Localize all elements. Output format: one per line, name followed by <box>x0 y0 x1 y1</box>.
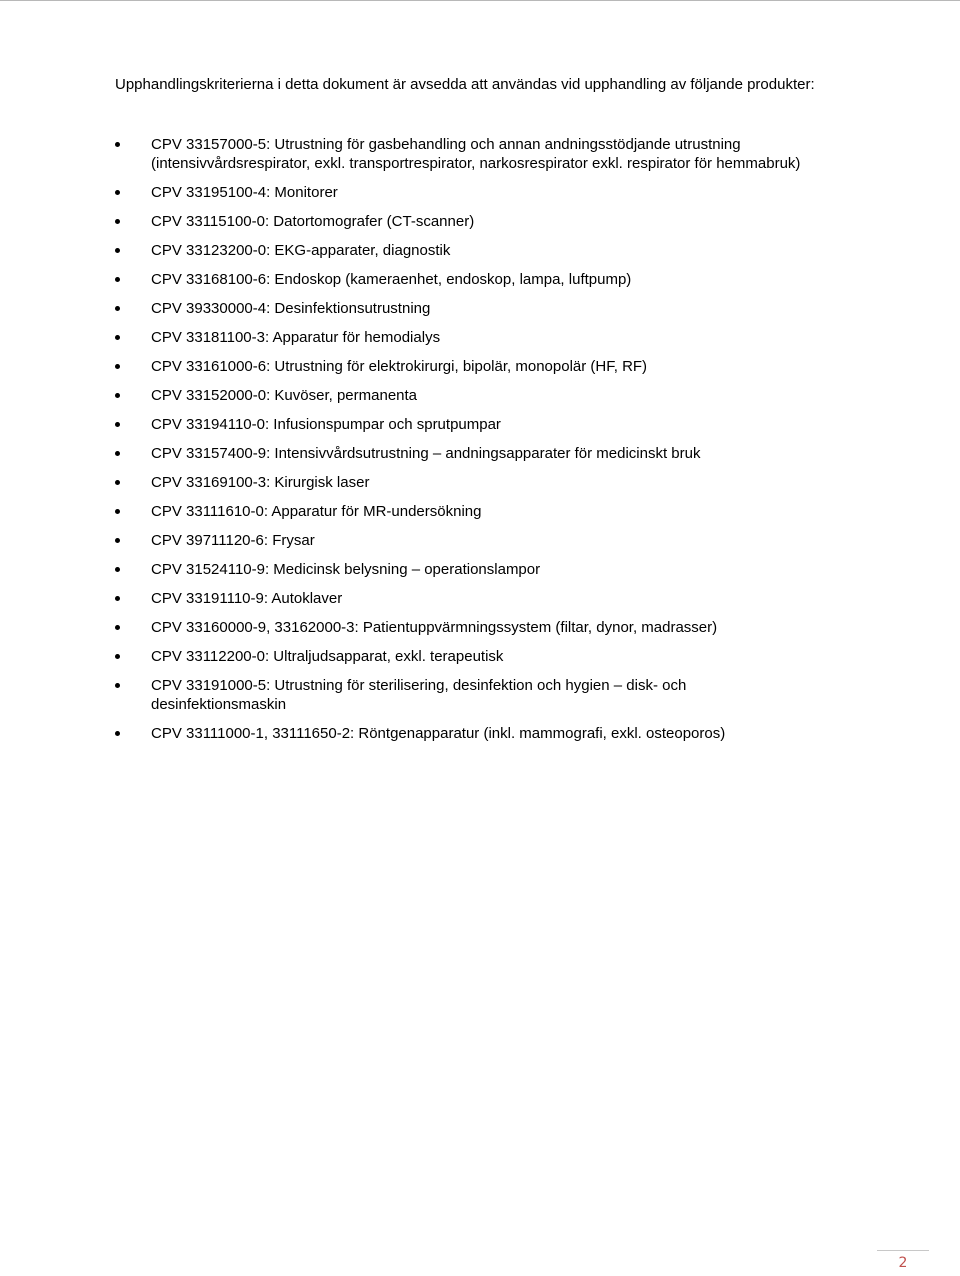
top-border <box>0 0 960 1</box>
list-item <box>115 676 815 714</box>
list-item-text: CPV 33157000-5: Utrustning för gasbehandling och annan andningsstödjande utrustning (intensivvårdsrespirator, exkl. transportrespirator, narkosrespirator exkl. respirator för hemmabruk) <box>151 136 801 172</box>
footer-rule <box>877 1250 929 1251</box>
list-item-text: CPV 31524110-9: Medicinsk belysning – operationslampor <box>151 561 541 578</box>
bullet-icon <box>115 451 120 456</box>
bullet-icon <box>115 731 120 736</box>
list-item-text: CPV 33191110-9: Autoklaver <box>151 590 343 607</box>
list-item <box>115 724 815 743</box>
list-item <box>115 212 815 231</box>
bullet-icon <box>115 335 120 340</box>
list-item <box>115 647 815 666</box>
list-item-text: CPV 33161000-6: Utrustning för elektrokirurgi, bipolär, monopolär (HF, RF) <box>151 358 648 375</box>
list-item-text: CPV 39330000-4: Desinfektionsutrustning <box>151 300 431 317</box>
bullet-icon <box>115 596 120 601</box>
bullet-icon <box>115 306 120 311</box>
list-item-text: CPV 33195100-4: Monitorer <box>151 184 338 201</box>
bullet-icon <box>115 654 120 659</box>
list-item <box>115 270 815 289</box>
list-item-text: CPV 33194110-0: Infusionspumpar och sprutpumpar <box>151 416 501 433</box>
list-item <box>115 183 815 202</box>
list-item-text: CPV 33123200-0: EKG-apparater, diagnostik <box>151 242 451 259</box>
list-item-text: CPV 33111610-0: Apparatur för MR-undersökning <box>151 503 482 520</box>
list-item-text: CPV 33111000-1, 33111650-2: Röntgenapparatur (inkl. mammografi, exkl. osteoporos) <box>151 725 726 742</box>
list-item <box>115 618 815 637</box>
list-item-text: CPV 33152000-0: Kuvöser, permanenta <box>151 387 418 404</box>
list-item-text: CPV 33157400-9: Intensivvårdsutrustning – andningsapparater för medicinskt bruk <box>151 445 701 462</box>
list-item-text: CPV 33169100-3: Kirurgisk laser <box>151 474 370 491</box>
list-item-text: CPV 33191000-5: Utrustning för sterilisering, desinfektion och hygien – disk- och desinfektionsmaskin <box>151 677 687 713</box>
list-item-text: CPV 33115100-0: Datortomografer (CT-scanner) <box>151 213 475 230</box>
bullet-icon <box>115 567 120 572</box>
list-item-text: CPV 33160000-9, 33162000-3: Patientuppvärmningssystem (filtar, dynor, madrasser) <box>151 619 718 636</box>
cpv-list <box>115 135 815 753</box>
list-item <box>115 135 815 173</box>
list-item-text: CPV 39711120-6: Frysar <box>151 532 315 549</box>
page-number: 2 <box>898 1255 908 1271</box>
list-item <box>115 444 815 463</box>
list-item <box>115 560 815 579</box>
list-item <box>115 357 815 376</box>
bullet-icon <box>115 683 120 688</box>
list-item <box>115 386 815 405</box>
list-item <box>115 531 815 550</box>
list-item <box>115 473 815 492</box>
bullet-icon <box>115 480 120 485</box>
bullet-icon <box>115 393 120 398</box>
list-item <box>115 328 815 347</box>
list-item <box>115 589 815 608</box>
bullet-icon <box>115 364 120 369</box>
list-item <box>115 241 815 260</box>
document-body <box>115 75 815 742</box>
bullet-icon <box>115 625 120 630</box>
list-item <box>115 415 815 434</box>
bullet-icon <box>115 509 120 514</box>
list-item <box>115 502 815 521</box>
bullet-icon <box>115 190 120 195</box>
bullet-icon <box>115 142 120 147</box>
bullet-icon <box>115 219 120 224</box>
list-item-text: CPV 33181100-3: Apparatur för hemodialys <box>151 329 441 346</box>
bullet-icon <box>115 422 120 427</box>
bullet-icon <box>115 538 120 543</box>
bullet-icon <box>115 277 120 282</box>
intro-paragraph: Upphandlingskriterierna i detta dokument är avsedda att användas vid upphandling av följande produkter: <box>115 76 815 93</box>
list-item-text: CPV 33112200-0: Ultraljudsapparat, exkl. terapeutisk <box>151 648 504 665</box>
bullet-icon <box>115 248 120 253</box>
list-item-text: CPV 33168100-6: Endoskop (kameraenhet, endoskop, lampa, luftpump) <box>151 271 632 288</box>
list-item <box>115 299 815 318</box>
